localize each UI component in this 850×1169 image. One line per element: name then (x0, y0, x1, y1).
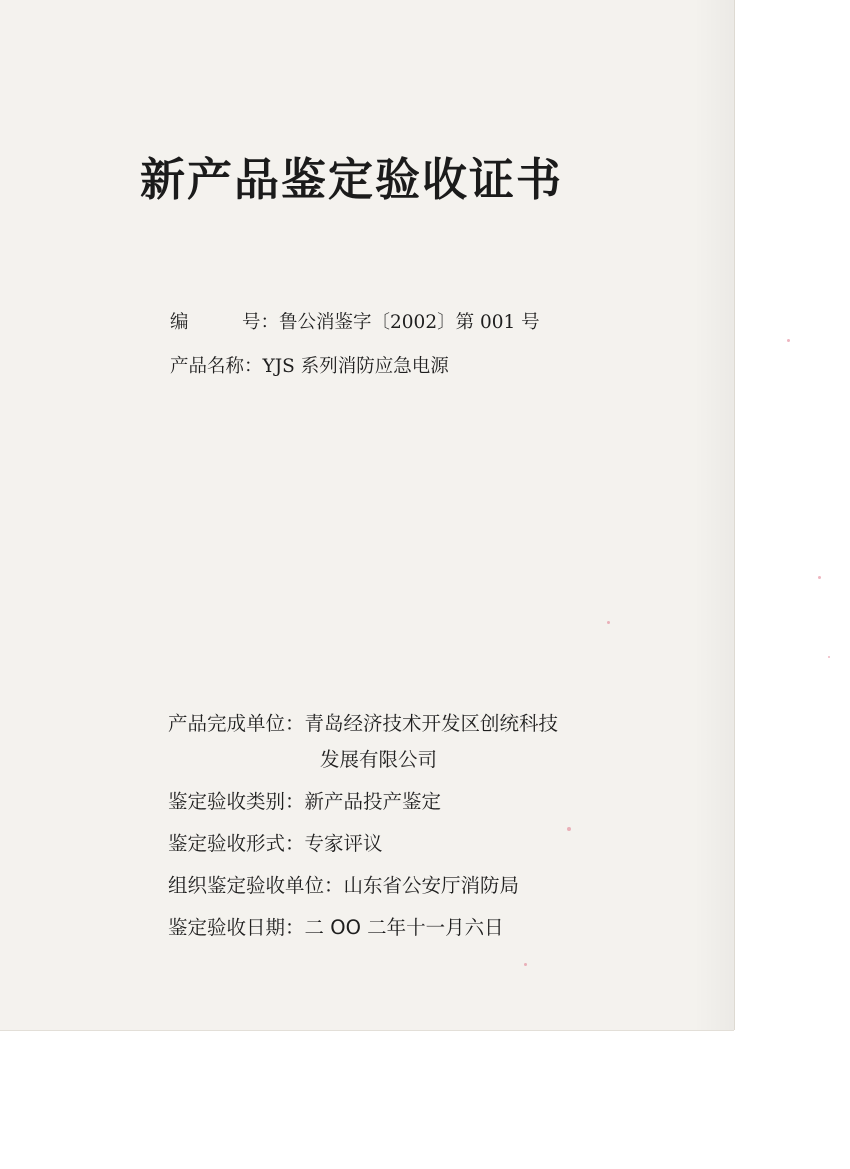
acceptance-date-value: 二 OO 二年十一月六日 (304, 916, 504, 939)
acceptance-date-label: 鉴定验收日期： (168, 916, 305, 939)
scan-speck (567, 827, 571, 831)
field-acceptance-category (168, 784, 558, 820)
completion-unit-value-continued: 发展有限公司 (320, 748, 438, 771)
acceptance-category-value: 新产品投产鉴定 (304, 790, 442, 813)
field-completion-unit (168, 706, 558, 742)
scan-speck (828, 656, 830, 658)
field-completion-unit-continued (168, 742, 558, 778)
scan-speck (818, 576, 821, 579)
field-acceptance-form (168, 826, 558, 862)
certificate-number-value: 鲁公消鉴字〔2002〕第 001 号 (279, 312, 540, 333)
acceptance-form-label: 鉴定验收形式： (168, 832, 305, 855)
certificate-number-label-part1: 编 (170, 312, 189, 333)
acceptance-form-value: 专家评议 (304, 832, 383, 855)
certificate-title: 新产品鉴定验收证书 (140, 153, 564, 206)
field-organizing-unit (168, 868, 558, 904)
certificate-number-line (170, 309, 540, 337)
scan-speck (607, 621, 610, 624)
acceptance-category-label: 鉴定验收类别： (168, 790, 305, 813)
organizing-unit-label: 组织鉴定验收单位： (168, 874, 344, 897)
scan-speck (787, 339, 790, 342)
product-name-value: YJS 系列消防应急电源 (262, 356, 449, 377)
product-name-line (170, 353, 449, 381)
certificate-number-label-part2: 号： (242, 312, 280, 333)
completion-unit-label: 产品完成单位： (168, 712, 305, 735)
completion-unit-value: 青岛经济技术开发区创统科技 (304, 712, 559, 735)
product-name-label: 产品名称： (170, 356, 263, 377)
organizing-unit-value: 山东省公安厅消防局 (343, 874, 520, 897)
scan-speck (524, 963, 527, 966)
certificate-fields (168, 706, 558, 946)
field-acceptance-date (168, 910, 558, 946)
